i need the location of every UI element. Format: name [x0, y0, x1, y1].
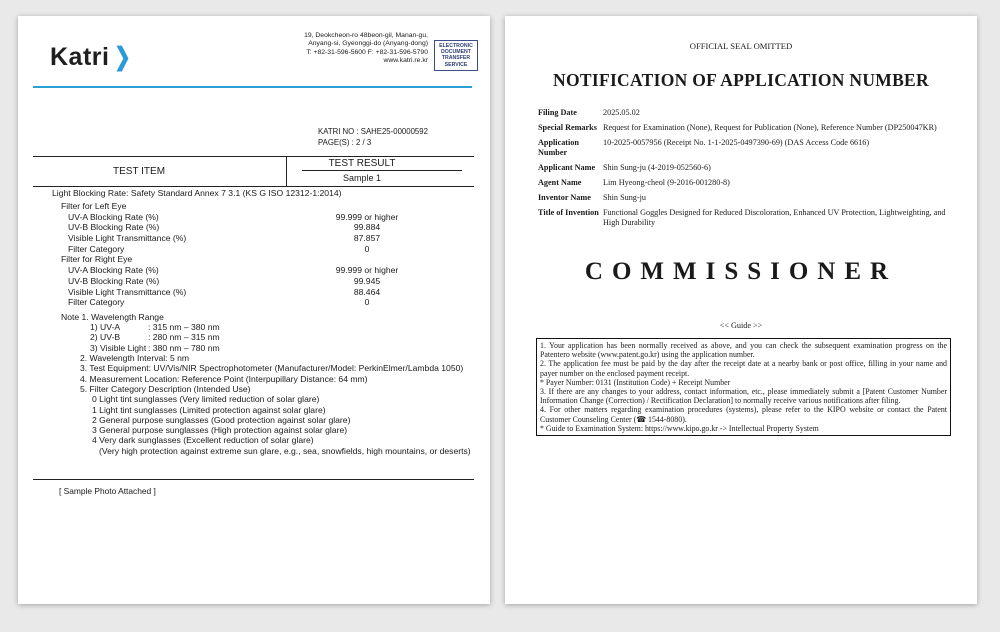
guide-item: 3. If there are any changes to your address, contact information, etc., please immediately submit a [Patent Customer Number Information Change (Correction) / Rectification Declaration] to normally receive various notifications after filing. — [540, 387, 947, 406]
address-block — [304, 32, 428, 66]
test-results-body — [52, 188, 472, 456]
address-line: 19, Deokcheon-ro 48beon-gil, Manan-gu, — [304, 32, 428, 39]
test-item-header: TEST ITEM — [113, 166, 166, 177]
info-label: Inventor Name — [538, 193, 591, 202]
result-row — [52, 287, 472, 298]
stamp-line: ELECTRONIC — [439, 43, 473, 49]
stamp-line: SERVICE — [444, 61, 468, 68]
guide-item: * Guide to Examination System: https://www.kipo.go.kr -> Intellectual Property System — [540, 423, 819, 433]
info-label: Special Remarks — [538, 123, 597, 132]
result-value: 99.999 or higher — [335, 265, 399, 276]
report-number-block — [318, 126, 428, 148]
note-title: Note 1. Wavelength Range — [61, 311, 164, 322]
katri-logo — [50, 42, 134, 72]
result-value: 0 — [364, 243, 370, 254]
filter-category-item: 4 Very dark sunglasses (Excellent reduction of solar glare) — [92, 435, 314, 446]
result-label: Filter Category — [68, 297, 125, 308]
result-label: UV-B Blocking Rate (%) — [68, 275, 160, 286]
result-label: Visible Light Transmittance (%) — [68, 233, 187, 244]
info-value: Lim Hyeong-cheol (9-2016-001280-8) — [603, 178, 730, 187]
range-value: : 380 nm – 780 nm — [148, 342, 220, 353]
logo-text: Katri — [50, 43, 110, 71]
result-value: 0 — [364, 297, 370, 308]
result-row — [52, 244, 472, 255]
standard-line: Light Blocking Rate: Safety Standard Annex 7 3.1 (KS G ISO 12312-1:2014) — [52, 188, 342, 198]
result-value: 88.464 — [353, 286, 381, 297]
range-value: : 280 nm – 315 nm — [148, 332, 220, 343]
address-line: www.katri.re.kr — [383, 57, 428, 65]
result-subrule — [302, 170, 462, 171]
info-row — [538, 108, 958, 118]
electronic-document-stamp — [434, 40, 478, 71]
info-row — [538, 163, 958, 173]
note-item: 5. Filter Category Description (Intended Use) — [80, 383, 251, 394]
official-seal-note: OFFICIAL SEAL OMITTED — [689, 41, 793, 51]
stamp-line: DOCUMENT — [441, 49, 471, 56]
result-label: Visible Light Transmittance (%) — [68, 286, 187, 297]
table-bottom-rule — [33, 479, 474, 480]
info-row — [538, 123, 958, 133]
result-value: 99.945 — [353, 275, 381, 286]
table-column-divider — [286, 156, 287, 186]
filter-category-detail: (Very high protection against extreme sun glare, e.g., sea, snowfields, high mountains, or deserts) — [99, 445, 471, 456]
guide-box — [536, 338, 951, 436]
info-row — [538, 193, 958, 203]
result-row — [52, 276, 472, 287]
result-row — [52, 222, 472, 233]
range-label: 2) UV-B — [90, 332, 121, 343]
address-line: T: +82-31-596-5600 F: +82-31-596-5790 — [306, 48, 428, 56]
guide-item: * Payer Number: 0131 (Institution Code) + Receipt Number — [540, 377, 731, 387]
notification-title: NOTIFICATION OF APPLICATION NUMBER — [553, 70, 929, 90]
filter-category-item: 2 General purpose sunglasses (Good protection against solar glare) — [92, 414, 351, 425]
result-value: 87.857 — [353, 233, 381, 244]
result-label: UV-B Blocking Rate (%) — [68, 222, 160, 233]
header-divider — [33, 86, 472, 88]
result-row — [52, 297, 472, 308]
range-value: : 315 nm – 380 nm — [148, 322, 220, 333]
table-header-rule — [33, 186, 474, 187]
application-info — [538, 108, 958, 233]
info-label: Applicant Name — [538, 163, 596, 172]
wavelength-range-row — [52, 322, 472, 332]
range-label: 1) UV-A — [90, 322, 121, 333]
info-value: Functional Goggles Designed for Reduced Discoloration, Enhanced UV Protection, Lightweighting, and High Durability — [603, 208, 946, 227]
info-value: Shin Sung-ju (4-2019-052560-6) — [603, 163, 711, 172]
result-value: 99.999 or higher — [335, 211, 399, 222]
note-item: 2. Wavelength Interval: 5 nm — [80, 353, 190, 364]
info-value: 10-2025-0057956 (Receipt No. 1-1-2025-0497390-69) (DAS Access Code 6616) — [603, 138, 870, 147]
filter-category-item: 3 General purpose sunglasses (High protection against solar glare) — [92, 425, 348, 436]
info-row — [538, 178, 958, 188]
commissioner-heading: COMMISSIONER — [584, 258, 898, 285]
result-row — [52, 212, 472, 223]
guide-item: 2. The application fee must be paid by the day after the receipt date at a nearby bank or post office, filling in your name and payer number on the enclosed payment receipt. — [540, 359, 947, 378]
info-row — [538, 138, 958, 158]
test-result-header: TEST RESULT — [328, 158, 396, 169]
address-line: Anyang-si, Gyeonggi-do (Anyang-dong) — [308, 40, 428, 48]
wavelength-range-row — [52, 343, 472, 353]
test-report-page — [18, 16, 490, 604]
guide-item: 1. Your application has been normally received as above, and you can check the subsequent examination progress on the Patentero website (www.patent.go.kr) using the application number. — [540, 341, 947, 360]
filter-category-item: 0 Light tint sunglasses (Very limited reduction of solar glare) — [92, 394, 320, 405]
table-top-rule — [33, 156, 474, 157]
katri-number: KATRI NO : SAHE25-00000592 — [318, 127, 428, 136]
result-row — [52, 265, 472, 276]
range-label: 3) Visible Light — [90, 342, 147, 353]
sample-header: Sample 1 — [342, 173, 382, 183]
stamp-line: TRANSFER — [441, 55, 471, 62]
left-eye-heading: Filter for Left Eye — [61, 201, 127, 211]
info-value: Request for Examination (None), Request for Publication (None), Reference Number (DP250047KR) — [603, 123, 937, 132]
info-label: Filing Date — [538, 108, 577, 117]
wavelength-range-row — [52, 332, 472, 342]
result-value: 99.884 — [353, 222, 381, 233]
info-value: 2025.05.02 — [603, 108, 640, 117]
info-label: Title of Invention — [538, 208, 599, 217]
info-value: Shin Sung-ju — [603, 193, 646, 202]
result-label: UV-A Blocking Rate (%) — [68, 265, 159, 276]
guide-title: << Guide >> — [719, 321, 763, 330]
result-label: UV-A Blocking Rate (%) — [68, 211, 159, 222]
notification-page — [505, 16, 977, 604]
note-item: 4. Measurement Location: Reference Point (Interpupillary Distance: 64 mm) — [80, 373, 368, 384]
info-label: Agent Name — [538, 178, 582, 187]
chevron-right-icon: ❯ — [114, 43, 132, 71]
filter-category-item: 1 Light tint sunglasses (Limited protection against solar glare) — [92, 404, 326, 415]
result-label: Filter Category — [68, 243, 125, 254]
note-item: 3. Test Equipment: UV/Vis/NIR Spectrophotometer (Manufacturer/Model: PerkinElmer/Lambda 1050) — [80, 363, 464, 374]
right-eye-heading: Filter for Right Eye — [61, 254, 133, 265]
page-count: PAGE(S) : 2 / 3 — [318, 138, 372, 147]
guide-item: 4. For other matters regarding examination procedures (systems), please refer to the KIPO website or contact the Patent Customer Counseling Center (☎ 1544-8080). — [540, 405, 947, 424]
sample-photo-note: [ Sample Photo Attached ] — [59, 486, 156, 496]
result-row — [52, 233, 472, 244]
info-row — [538, 208, 958, 228]
info-label: Application Number — [538, 138, 579, 157]
